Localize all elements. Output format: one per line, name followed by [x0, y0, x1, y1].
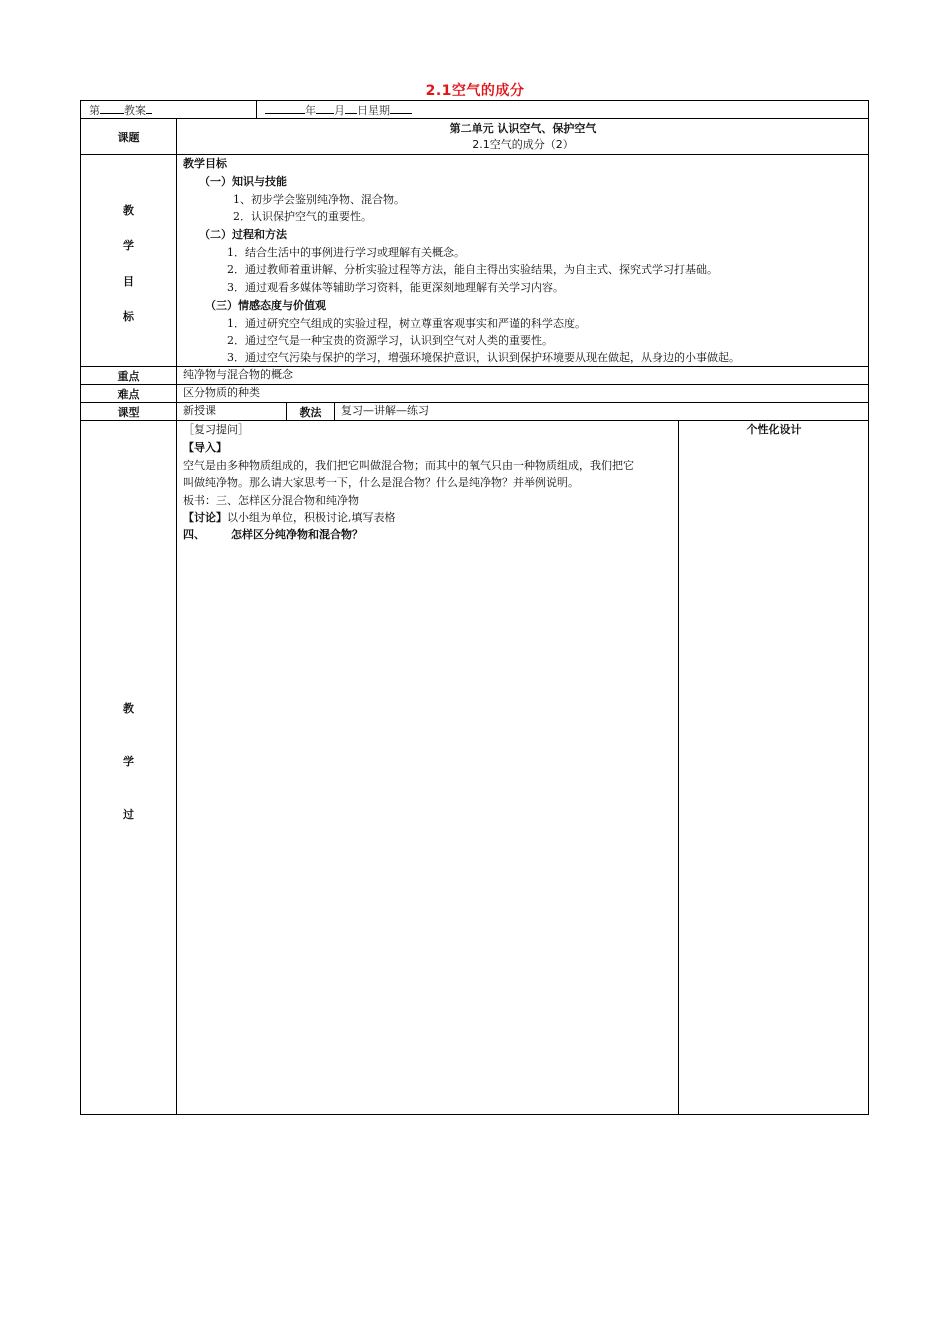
section-four-text: 怎样区分纯净物和混合物？	[231, 528, 363, 541]
method-label: 教法	[286, 403, 334, 420]
section-four	[183, 528, 363, 542]
date-month: 月	[334, 104, 345, 117]
document-title: 2.1空气的成分	[425, 83, 525, 99]
lesson-type-label: 课型	[117, 405, 140, 419]
lesson-number-cell	[81, 101, 256, 118]
side-char: 学	[123, 755, 134, 768]
method-value: 复习—讲解—练习	[341, 404, 429, 417]
side-char: 学	[123, 239, 134, 252]
topic-line-2: 2.1空气的成分（2）	[472, 138, 574, 151]
objective-item: 3．通过空气污染与保护的学习，增强环境保护意识，认识到保护环境要从现在做起，从身边的小事做起。	[227, 351, 740, 364]
key-point-cell	[176, 367, 868, 384]
objectives-heading: 教学目标	[183, 157, 227, 170]
key-point-value: 纯净物与混合物的概念	[183, 368, 293, 381]
objectives-row	[81, 155, 868, 367]
section-title: （三）情感态度与价值观	[205, 299, 326, 312]
header-row	[81, 101, 868, 119]
section-four-number: 四、	[183, 528, 205, 541]
objective-item: 2．通过空气是一种宝贵的资源学习，认识到空气对人类的重要性。	[227, 334, 553, 347]
key-point-label: 重点	[117, 369, 140, 383]
discussion	[183, 511, 396, 525]
personalized-design-title: 个性化设计	[746, 423, 802, 436]
objective-item: 2．认识保护空气的重要性。	[233, 210, 372, 223]
section-title: （二）过程和方法	[199, 228, 287, 241]
date-day: 日星期	[357, 104, 390, 117]
difficulty-row	[81, 385, 868, 403]
date-cell	[256, 101, 868, 118]
difficulty-label: 难点	[117, 387, 140, 401]
process-side-label	[81, 421, 176, 1114]
objective-item: 1、初步学会鉴别纯净物、混合物。	[233, 193, 405, 206]
date-year: 年	[305, 104, 316, 117]
lesson-plan-table	[80, 100, 869, 1115]
discuss-heading: 【讨论】	[183, 511, 227, 524]
intro-heading: 【导入】	[183, 441, 227, 454]
lesson-type-row	[81, 403, 868, 421]
objective-item: 1．通过研究空气组成的实验过程，树立尊重客观事实和严谨的科学态度。	[227, 317, 586, 330]
lesson-type-value: 新授课	[183, 404, 216, 417]
side-char: 过	[123, 808, 134, 821]
personalized-design-column	[678, 421, 868, 1114]
lesson-suffix: 教案	[124, 104, 146, 117]
method-cell	[334, 403, 868, 420]
review-heading: ［复习提问］	[183, 423, 249, 436]
process-row	[81, 421, 868, 1114]
objectives-side-label	[81, 155, 176, 366]
objective-item: 1．结合生活中的事例进行学习或理解有关概念。	[227, 246, 465, 259]
topic-line-1: 第二单元 认识空气、保护空气	[449, 122, 597, 135]
side-char: 教	[123, 702, 134, 715]
intro-text-line-1: 空气是由多种物质组成的，我们把它叫做混合物；而其中的氧气只由一种物质组成，我们把它	[183, 459, 634, 472]
lesson-prefix: 第	[89, 104, 100, 117]
discuss-text: 以小组为单位，积极讨论,填写表格	[227, 511, 396, 524]
side-char: 目	[123, 275, 134, 288]
process-content	[176, 421, 678, 1114]
difficulty-value: 区分物质的种类	[183, 386, 260, 399]
intro-text-line-2: 叫做纯净物。那么请大家思考一下，什么是混合物？什么是纯净物？并举例说明。	[183, 476, 579, 489]
section-title: （一）知识与技能	[199, 175, 287, 188]
objectives-content	[176, 155, 868, 366]
side-char: 标	[123, 310, 134, 323]
topic-content	[176, 119, 868, 154]
key-point-row	[81, 367, 868, 385]
objective-item: 3．通过观看多媒体等辅助学习资料，能更深刻地理解有关学习内容。	[227, 281, 564, 294]
topic-row	[81, 119, 868, 155]
side-char: 教	[123, 204, 134, 217]
lesson-type-cell	[176, 403, 286, 420]
objective-item: 2．通过教师着重讲解、分析实验过程等方法，能自主得出实验结果，为自主式、探究式学习打基础。	[227, 263, 718, 276]
difficulty-cell	[176, 385, 868, 402]
topic-label: 课题	[117, 130, 140, 144]
board-note: 板书：三、怎样区分混合物和纯净物	[183, 494, 359, 507]
